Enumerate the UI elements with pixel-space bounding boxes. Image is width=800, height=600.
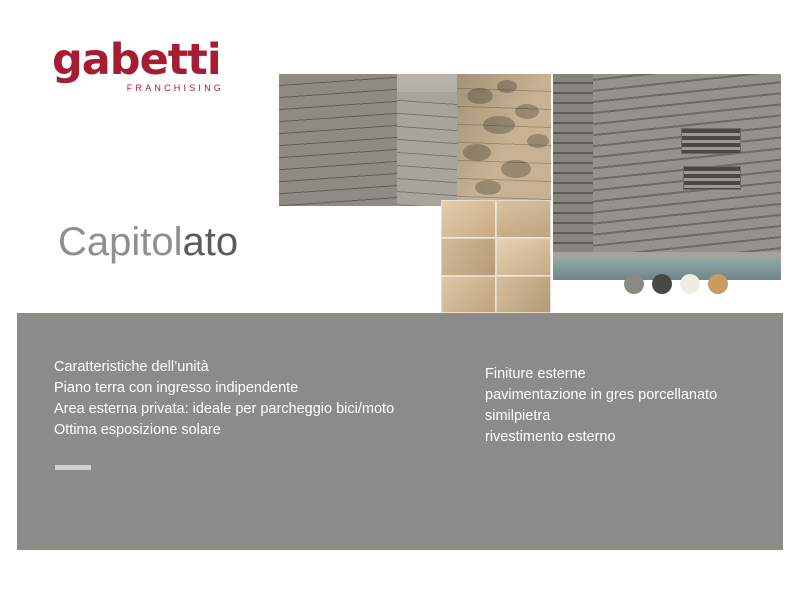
building-facade-photo: [279, 74, 551, 206]
divider-bar: [55, 465, 91, 470]
stone-cell: [441, 276, 496, 313]
facade-stone-wall: [457, 74, 551, 206]
stone-cell: [441, 238, 496, 276]
page-title-part2: ato: [182, 220, 239, 264]
swatch-sand: [708, 274, 728, 294]
feature-line: Ottima esposizione solare: [54, 422, 221, 438]
slatted-wall-pool-photo: [553, 74, 781, 280]
finish-line: similpietra: [485, 408, 551, 424]
leaf-shadow: [463, 144, 491, 161]
stone-cell: [496, 238, 551, 276]
swatch-gray-medium: [624, 274, 644, 294]
leaf-shadow: [527, 134, 549, 148]
feature-line: Piano terra con ingresso indipendente: [54, 380, 299, 396]
leaf-shadow: [467, 88, 493, 104]
facade-right-wall: [397, 92, 457, 206]
stone-cell: [441, 200, 496, 238]
finish-line: rivestimento esterno: [485, 429, 616, 445]
leaf-shadow: [515, 104, 539, 119]
color-swatch-row: [624, 274, 728, 294]
feature-line: Area esterna privata: ideale per parcheggio bici/moto: [54, 401, 395, 417]
wall-grill: [683, 166, 741, 190]
stone-cell: [496, 276, 551, 313]
leaf-shadow: [475, 180, 501, 195]
page-title: [58, 220, 238, 265]
swatch-gray-dark: [652, 274, 672, 294]
content-panel: [17, 313, 783, 550]
stone-cell: [496, 200, 551, 238]
facade-left-wall: [279, 74, 397, 206]
page-title-part1: Capitol: [58, 220, 183, 264]
brand-name: gabetti: [52, 35, 221, 85]
finishes-column: [485, 364, 785, 448]
finish-line: pavimentazione in gres porcellanato: [485, 387, 718, 403]
finish-line: Finiture esterne: [485, 366, 586, 382]
swatch-ivory: [680, 274, 700, 294]
slat-wall-side: [553, 74, 593, 280]
wall-grill: [681, 128, 741, 154]
features-column: [54, 357, 484, 441]
leaf-shadow: [501, 160, 531, 178]
brand-tagline: FRANCHISING: [126, 83, 224, 93]
stone-tile-sample-photo: [441, 200, 551, 313]
feature-line: Caratteristiche dell’unità: [54, 359, 209, 375]
leaf-shadow: [483, 116, 515, 134]
brand-logo: [52, 35, 232, 94]
leaf-shadow: [497, 80, 517, 93]
